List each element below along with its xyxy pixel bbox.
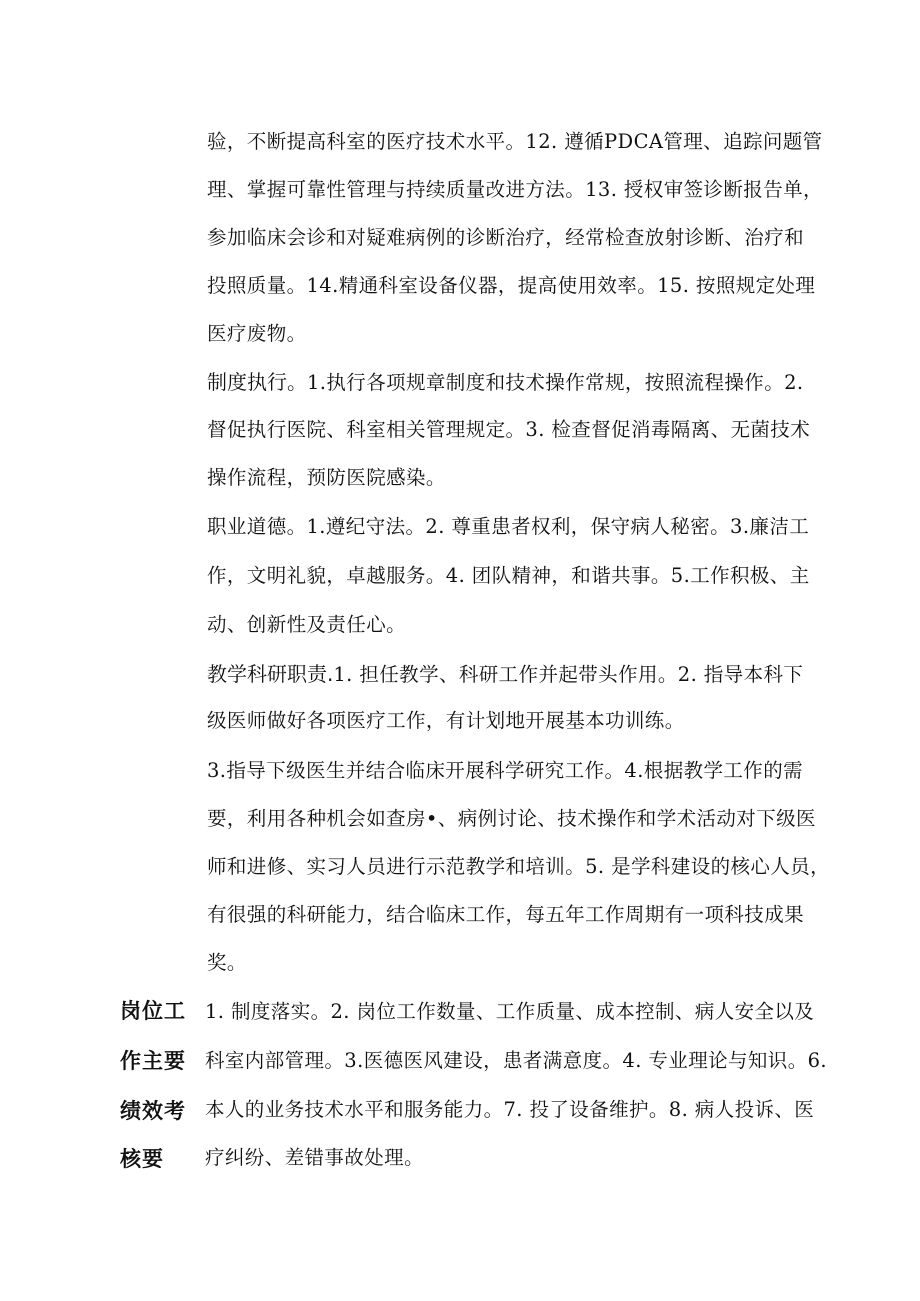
text-line: 医疗废物。 xyxy=(207,322,307,345)
text-line: 要，利用各种机会如查房•、病例讨论、技术操作和学术活动对下级医 xyxy=(207,807,816,830)
row-label: 绩效考 xyxy=(120,1099,186,1123)
row-label: 岗位工 xyxy=(120,999,186,1023)
text-line: 本人的业务技术水平和服务能力。7. 投了设备维护。8. 病人投诉、医 xyxy=(205,1098,815,1121)
text-line: 1.执行各项规章制度和技术操作常规，按照流程操作。2. xyxy=(307,371,804,394)
text-line: 职业道德。1.遵纪守法。2. 尊重患者权利，保守病人秘密。3.廉洁工 xyxy=(207,515,810,538)
text-line: 理、掌握可靠性管理与持续质量改进方法。13. 授权审签诊断报告单， xyxy=(207,178,823,201)
text-line: 验，不断提高科室的医疗技术水平。12. 遵循PDCA管理、追踪问题管 xyxy=(207,130,823,153)
text-line: 1. 担任教学、科研工作并起带头作用。2. 指导本科下 xyxy=(333,663,804,686)
text-line: 科室内部管理。3.医德医风建设，患者满意度。4. 专业理论与知识。6. xyxy=(205,1049,828,1072)
text-line: 级医师做好各项医疗工作，有计划地开展基本功训练。 xyxy=(207,709,685,732)
text-line: 督促执行医院、科室相关管理规定。3. 检查督促消毒隔离、无菌技术 xyxy=(207,418,811,441)
text-line: 有很强的科研能力，结合临床工作，每五年工作周期有一项科技成果 xyxy=(207,903,805,926)
text-line: 动、创新性及责任心。 xyxy=(207,613,407,636)
text-line: 师和进修、实习人员进行示范教学和培训。5. 是学科建设的核心人员， xyxy=(207,855,831,878)
text-line: 操作流程，预防医院感染。 xyxy=(207,466,446,489)
row-label: 作主要 xyxy=(120,1049,186,1073)
text-line: 1. 制度落实。2. 岗位工作数量、工作质量、成本控制、病人安全以及 xyxy=(205,1000,815,1023)
text-line: 疗纠纷、差错事故处理。 xyxy=(205,1146,424,1169)
text-line: 投照质量。14.精通科室设备仪器，提高使用效率。15. 按照规定处理 xyxy=(207,274,816,297)
text-line: 3.指导下级医生并结合临床开展科学研究工作。4.根据教学工作的需 xyxy=(207,759,804,782)
section-heading: 制度执行。 xyxy=(207,370,307,394)
section-heading: 教学科研职责. xyxy=(207,662,334,686)
row-label: 核要 xyxy=(120,1147,164,1171)
text-line: 作，文明礼貌，卓越服务。4. 团队精神，和谐共事。5.工作积极、主 xyxy=(207,564,810,587)
text-line: 奖。 xyxy=(207,951,247,974)
text-line: 参加临床会诊和对疑难病例的诊断治疗，经常检查放射诊断、治疗和 xyxy=(207,226,805,249)
